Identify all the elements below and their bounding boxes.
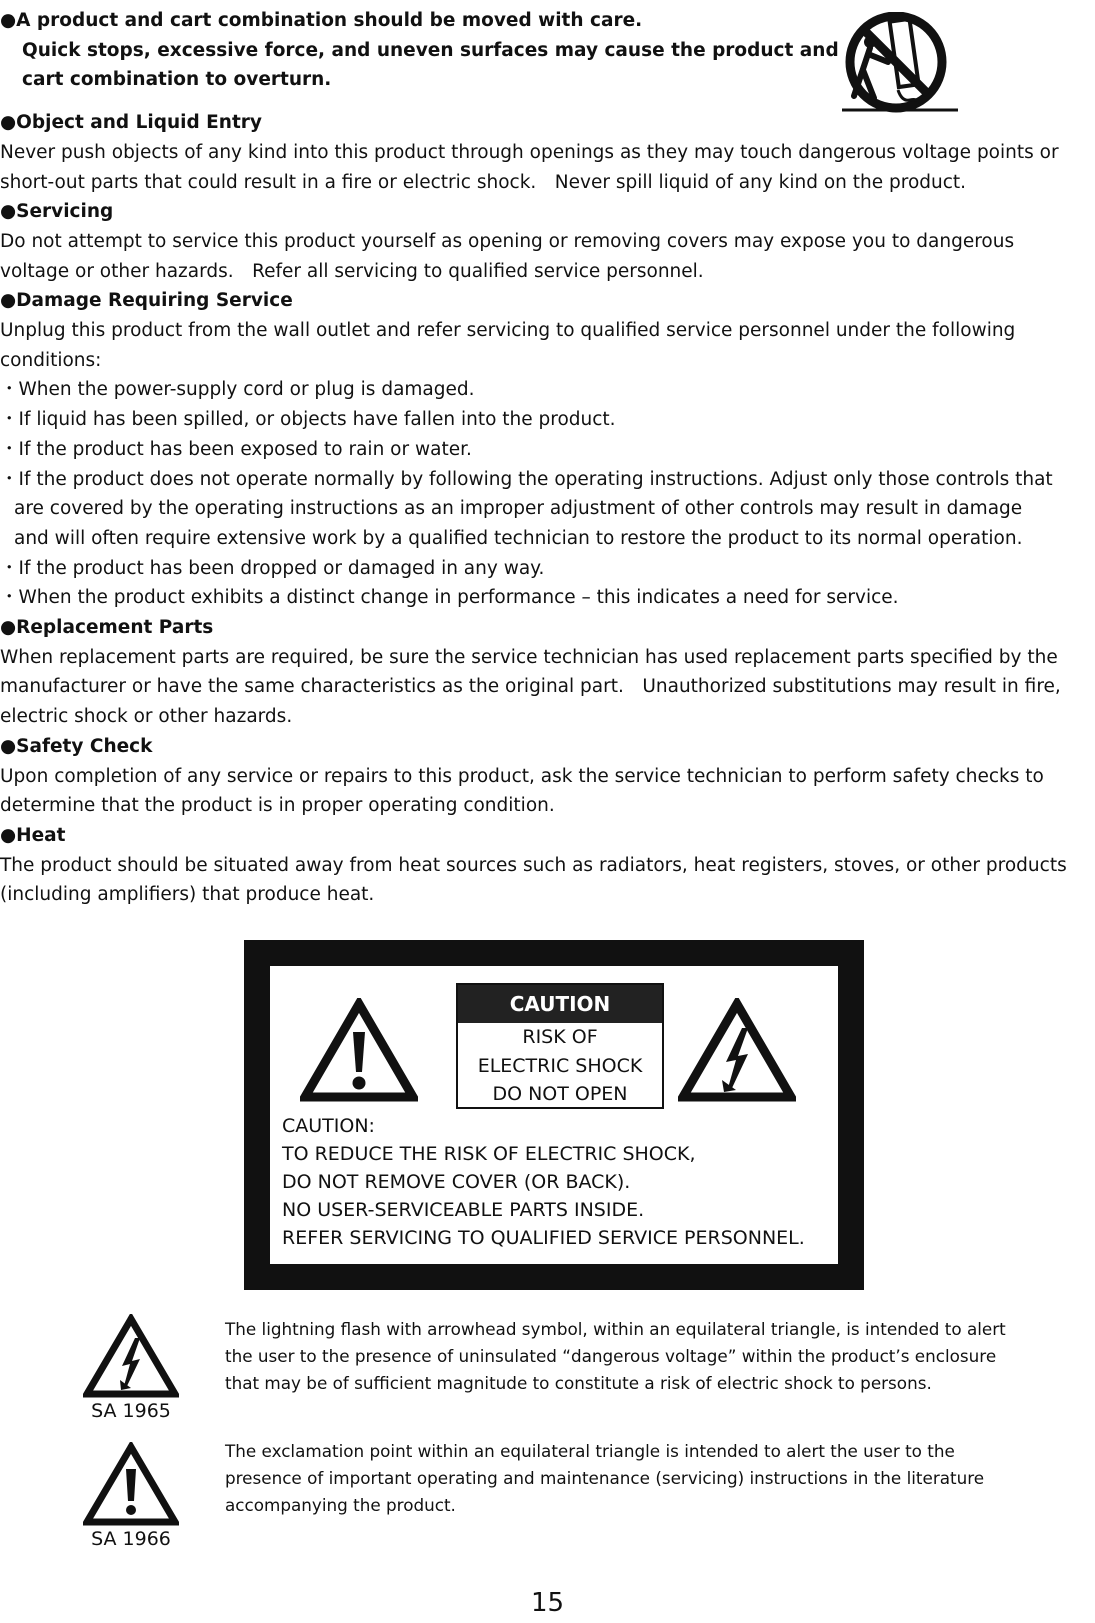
lightning-symbol-description <box>225 1316 1006 1397</box>
list-item: ・If the product has been dropped or damaged in any way. <box>0 557 545 579</box>
paragraph-line: short-out parts that could result in a fire or electric shock. Never spill liquid of any kind on the product. <box>0 171 967 193</box>
section-heat <box>0 821 1090 910</box>
description-line: presence of important operating and maintenance (servicing) instructions in the literature <box>225 1468 985 1488</box>
section-heading: ●Heat <box>0 824 66 846</box>
caution-box-line: RISK OF <box>522 1026 598 1048</box>
section-heading: ●Servicing <box>0 201 114 223</box>
exclamation-symbol-description <box>225 1438 984 1519</box>
symbol-lightning <box>83 1314 179 1424</box>
paragraph-line: Upon completion of any service or repairs to this product, ask the service technician to perform safety checks to <box>0 765 1044 787</box>
exclamation-triangle-icon <box>83 1442 179 1526</box>
caution-label <box>244 940 864 1290</box>
section-replacement-parts <box>0 613 1090 732</box>
paragraph-line: electric shock or other hazards. <box>0 706 293 728</box>
section-damage-requiring-service <box>0 286 1090 613</box>
caution-box <box>456 983 664 1109</box>
description-line: The lightning flash with arrowhead symbol, within an equilateral triangle, is intended to alert <box>225 1319 1006 1339</box>
section-heading: ●Damage Requiring Service <box>0 290 293 312</box>
list-item: ・When the power-supply cord or plug is damaged. <box>0 379 475 401</box>
paragraph-line: The product should be situated away from heat sources such as radiators, heat registers, stoves, or other products <box>0 854 1067 876</box>
section-heading: ●Object and Liquid Entry <box>0 112 262 134</box>
cart-warning-line-2: Quick stops, excessive force, and uneven surfaces may cause the product and <box>22 39 839 61</box>
caution-body-line: DO NOT REMOVE COVER (OR BACK). <box>282 1171 631 1193</box>
lightning-triangle-icon <box>83 1314 179 1398</box>
caution-box-line: DO NOT OPEN <box>492 1083 628 1105</box>
cart-warning-line-1: ●A product and cart combination should be moved with care. <box>0 10 643 31</box>
symbol-code-label: SA 1965 <box>91 1400 171 1422</box>
description-line: The exclamation point within an equilateral triangle is intended to alert the user to the <box>225 1441 955 1461</box>
paragraph-line: When replacement parts are required, be sure the service technician has used replacement parts specified by the <box>0 646 1058 668</box>
symbol-exclamation <box>83 1442 179 1552</box>
paragraph-line: voltage or other hazards. Refer all servicing to qualified service personnel. <box>0 260 704 282</box>
list-item-continuation: are covered by the operating instructions as an improper adjustment of other controls may result in damage <box>14 498 1023 520</box>
page-number: 15 <box>530 1588 565 1618</box>
section-servicing <box>0 197 1090 286</box>
section-heading: ●Safety Check <box>0 735 153 757</box>
description-line: accompanying the product. <box>225 1495 456 1515</box>
paragraph-line: conditions: <box>0 349 102 371</box>
caution-box-title: CAUTION <box>458 985 662 1023</box>
caution-box-line: ELECTRIC SHOCK <box>477 1054 643 1077</box>
paragraph-line: manufacturer or have the same characteristics as the original part. Unauthorized substitutions may result in fire, <box>0 676 1061 698</box>
paragraph-line: Do not attempt to service this product yourself as opening or removing covers may expose you to dangerous <box>0 230 1015 252</box>
cart-tip-over-warning-icon <box>836 12 964 116</box>
caution-label-panel <box>270 966 838 1264</box>
safety-text <box>0 6 1090 910</box>
paragraph-line: Never push objects of any kind into this product through openings as they may touch dangerous voltage points or <box>0 141 1059 163</box>
list-item: ・If liquid has been spilled, or objects have fallen into the product. <box>0 409 616 431</box>
description-line: that may be of sufficient magnitude to constitute a risk of electric shock to persons. <box>225 1373 932 1393</box>
caution-body-line: REFER SERVICING TO QUALIFIED SERVICE PERSONNEL. <box>282 1227 805 1249</box>
section-safety-check <box>0 732 1090 821</box>
section-object-liquid-entry <box>0 108 1090 197</box>
paragraph-line: Unplug this product from the wall outlet and refer servicing to qualified service personnel under the following <box>0 320 1016 342</box>
list-item: ・If the product does not operate normally by following the operating instructions. Adjust only those controls that <box>0 468 1053 490</box>
paragraph-line: (including amplifiers) that produce heat. <box>0 884 375 906</box>
list-item: ・When the product exhibits a distinct change in performance – this indicates a need for service. <box>0 587 899 609</box>
list-item-continuation: and will often require extensive work by a qualified technician to restore the product to its normal operation. <box>14 527 1023 549</box>
symbol-code-label: SA 1966 <box>91 1528 171 1550</box>
caution-body-line: TO REDUCE THE RISK OF ELECTRIC SHOCK, <box>282 1143 696 1165</box>
cart-warning-line-3: cart combination to overturn. <box>22 69 332 91</box>
caution-body-line: NO USER-SERVICEABLE PARTS INSIDE. <box>282 1199 645 1221</box>
paragraph-line: determine that the product is in proper operating condition. <box>0 795 555 817</box>
list-item: ・If the product has been exposed to rain or water. <box>0 438 472 460</box>
cart-warning <box>0 6 839 95</box>
caution-body-line: CAUTION: <box>282 1115 375 1137</box>
caution-body-text <box>282 1112 805 1252</box>
description-line: the user to the presence of uninsulated “dangerous voltage” within the product’s enclosure <box>225 1346 997 1366</box>
lightning-triangle-icon <box>678 998 796 1102</box>
section-heading: ●Replacement Parts <box>0 617 214 639</box>
exclamation-triangle-icon <box>300 998 418 1102</box>
